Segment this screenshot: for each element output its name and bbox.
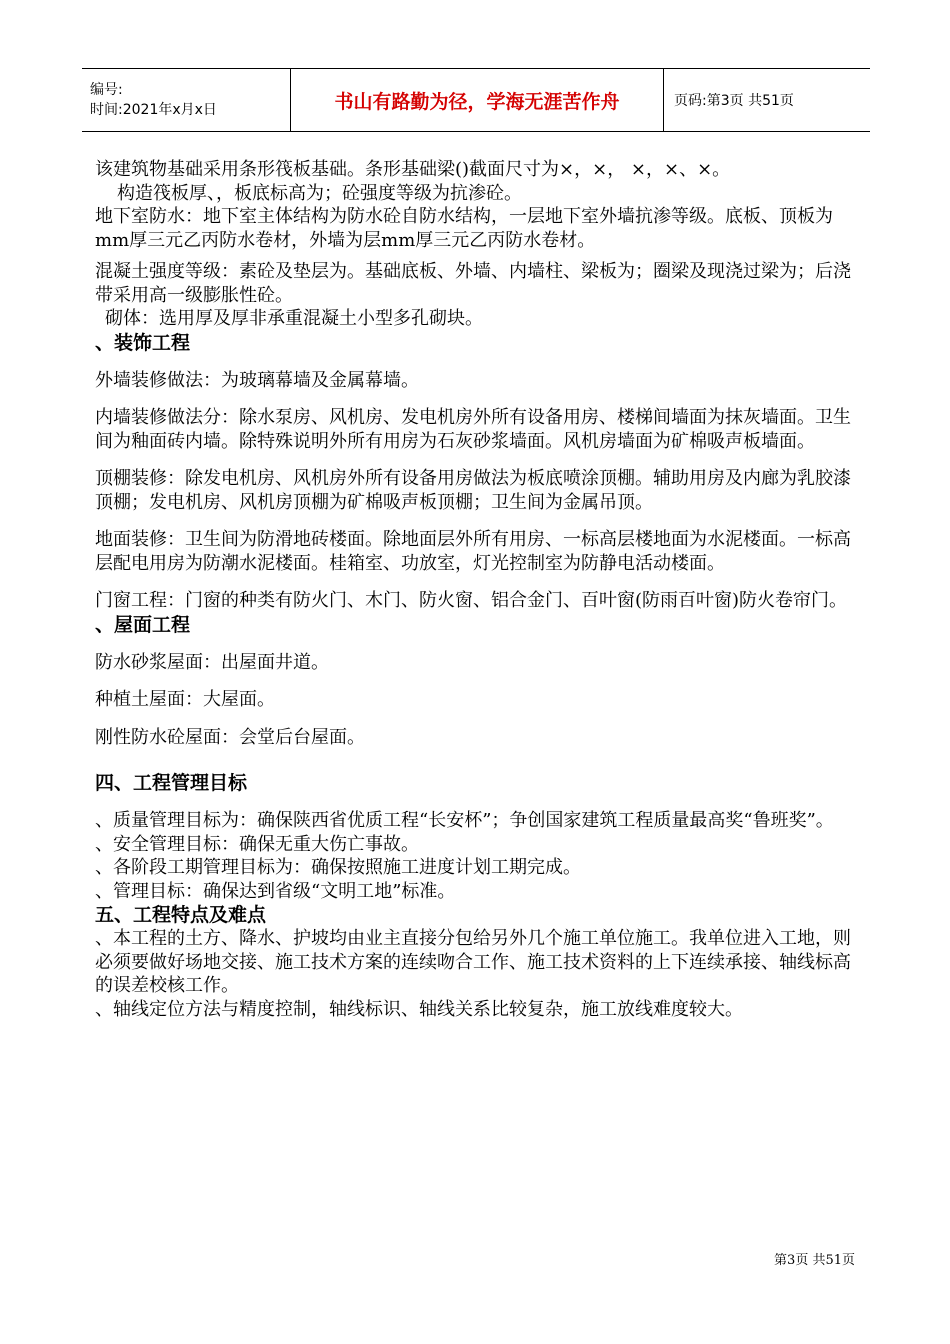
para-raft: 构造筏板厚、，板底标高为；砼强度等级为抗渗砼。: [117, 182, 522, 204]
heading-management-goals: 四、工程管理目标: [95, 772, 248, 794]
header-time: 时间:2021年x月x日: [90, 102, 217, 118]
para-feature-1: 、本工程的土方、降水、护坡均由业主直接分包给另外几个施工单位施工。我单位进入工地，则必须要做好场地交接、施工技术方案的连续吻合工作、施工技术资料的上下连续承接、轴线标高的误差校核工作。: [95, 928, 851, 996]
header-page: 页码:第3页 共51页: [674, 93, 794, 109]
para-doors-windows: 门窗工程：门窗的种类有防火门、木门、防火窗、铝合金门、百叶窗(防雨百叶窗)防火卷帘门。: [95, 590, 848, 611]
para-schedule-goal: 、各阶段工期管理目标为：确保按照施工进度计划工期完成。: [95, 857, 581, 878]
para-ceiling: 顶棚装修：除发电机房、风机房外所有设备用房做法为板底喷涂顶棚。辅助用房及内廊为乳胶漆顶棚；发电机房、风机房顶棚为矿棉吸声板顶棚；卫生间为金属吊顶。: [95, 468, 851, 513]
para-concrete: 混凝土强度等级：素砼及垫层为。基础底板、外墙、内墙柱、梁板为；圈梁及现浇过梁为；后浇带采用高一级膨胀性砼。: [95, 261, 851, 306]
para-civil-goal: 、管理目标：确保达到省级“文明工地”标准。: [95, 880, 456, 902]
para-feature-2: 、轴线定位方法与精度控制，轴线标识、轴线关系比较复杂，施工放线难度较大。: [95, 998, 743, 1020]
heading-decoration: 、装饰工程: [95, 331, 191, 354]
para-interior-wall: 内墙装修做法分：除水泵房、风机房、发电机房外所有设备用房、楼梯间墙面为抹灰墙面。卫生间为釉面砖内墙。除特殊说明外所有用房为石灰砂浆墙面。风机房墙面为矿棉吸声板墙面。: [95, 407, 851, 452]
document-body: [95, 158, 867, 1021]
para-foundation: 该建筑物基础采用条形筏板基础。条形基础梁()截面尺寸为×，×， ×，×、×。: [95, 159, 731, 180]
para-roof-planting: 种植土屋面：大屋面。: [95, 689, 275, 710]
header-motto: 书山有路勤为径，学海无涯苦作舟: [291, 69, 664, 131]
para-safety-goal: 、安全管理目标：确保无重大伤亡事故。: [95, 833, 419, 855]
para-waterproof: 地下室防水：地下室主体结构为防水砼自防水结构，一层地下室外墙抗渗等级。底板、顶板为mm厚三元乙丙防水卷材，外墙为层mm厚三元乙丙防水卷材。: [95, 206, 833, 251]
para-exterior-wall: 外墙装修做法：为玻璃幕墙及金属幕墙。: [95, 369, 419, 391]
para-floor: 地面装修：卫生间为防滑地砖楼面。除地面层外所有用房、一标高层楼地面为水泥楼面。一标高层配电用房为防潮水泥楼面。桂箱室、功放室，灯光控制室为防静电活动楼面。: [95, 529, 851, 574]
para-roof-rigid: 刚性防水砼屋面：会堂后台屋面。: [95, 726, 365, 748]
header-number: 编号:: [90, 82, 123, 98]
heading-roof: 、屋面工程: [95, 613, 191, 636]
heading-features: 五、工程特点及难点: [95, 904, 267, 926]
para-quality-goal: 、质量管理目标为：确保陕西省优质工程“长安杯”；争创国家建筑工程质量最高奖“鲁班奖”。: [95, 810, 834, 831]
para-roof-mortar: 防水砂浆屋面：出屋面井道。: [95, 651, 329, 673]
header-left: [82, 69, 291, 131]
page-header: [82, 68, 870, 132]
para-masonry: 砌体：选用厚及厚非承重混凝土小型多孔砌块。: [105, 308, 483, 329]
page-footer: 第3页 共51页: [774, 1253, 855, 1268]
